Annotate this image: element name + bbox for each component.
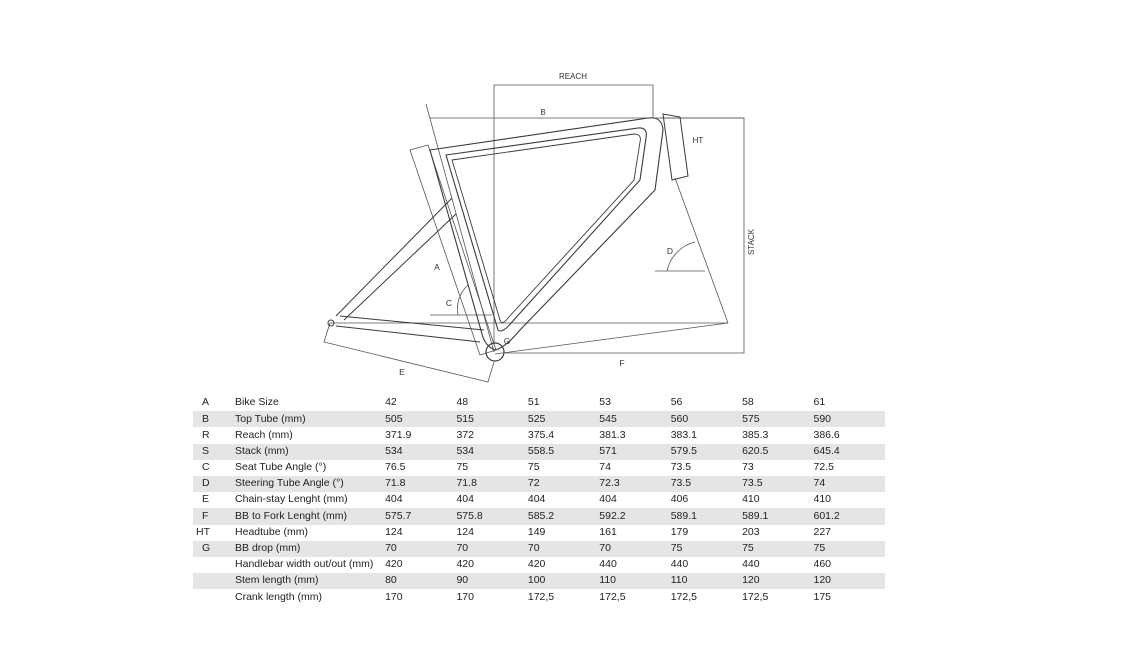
cell-size-3: 74 [599,461,611,474]
top-tube-label: B [540,108,546,117]
cell-size-3: 53 [599,396,611,409]
cell-size-0: 404 [385,493,403,506]
row-code: R [202,428,210,441]
cell-size-0: 534 [385,444,456,460]
bb-to-fork-line [495,323,728,354]
cell-size-2: 172,5 [527,590,555,603]
cell-size-6: 601.2 [814,508,886,524]
cell-size-1: 372 [456,428,474,441]
table-row [193,525,885,541]
bb-to-fork-label: F [619,358,625,368]
cell-size-3: 592.2 [599,508,670,524]
row-code: A [202,396,210,409]
main-frame-inner-2 [452,134,640,323]
cell-size-5: 410 [742,493,760,506]
cell-size-5: 172,5 [742,590,769,603]
row-label: Seat Tube Angle (°) [235,461,327,474]
cell-size-2: 404 [527,493,546,506]
cell-size-6: 75 [814,541,886,557]
cell-size-6: 120 [814,573,886,589]
chain-stay-label: E [399,367,405,377]
chain-stays [336,316,484,342]
cell-size-4: 73.5 [671,476,742,492]
cell-size-6: 74 [814,476,886,492]
cell-size-4: 383.1 [670,428,697,441]
cell-size-5: 73 [742,461,754,474]
cell-size-1: 170 [456,590,474,603]
cell-size-5: 440 [742,558,760,571]
cell-size-5: 620.5 [742,444,813,460]
cell-size-4: 406 [670,493,689,506]
geometry-table [193,395,885,605]
cell-size-1: 404 [456,493,474,506]
cell-size-6: 61 [813,396,826,409]
stack-label: STACK [747,228,756,256]
row-label: Stem length (mm) [235,573,385,589]
seat-stays [336,198,456,320]
cell-size-5: 385.3 [742,428,769,441]
stack-dimension [505,118,744,353]
chain-stay-dimension [324,323,494,382]
cell-size-2: 75 [527,461,540,474]
cell-size-4: 179 [670,525,689,538]
cell-size-4: 589.1 [671,508,742,524]
cell-size-0: 420 [385,558,403,571]
cell-size-5: 58 [742,396,754,409]
row-code [193,573,235,589]
row-label: Steering Tube Angle (°) [235,476,385,492]
cell-size-1: 75 [456,461,469,474]
cell-size-1: 71.8 [456,476,527,492]
cell-size-6: 590 [814,411,886,427]
row-label: Chain-stay Lenght (mm) [235,493,348,506]
row-label: BB drop (mm) [235,541,385,557]
row-label: Headtube (mm) [235,525,308,538]
cell-size-4: 172,5 [670,590,697,603]
cell-size-1: 124 [456,525,474,538]
cell-size-2: 585.2 [528,508,599,524]
steering-angle-label: D [666,246,674,256]
bb-drop-label: G [503,336,511,346]
cell-size-3: 172,5 [599,590,626,603]
cell-size-1: 48 [456,396,469,409]
table-row [193,395,885,411]
cell-size-6: 227 [813,525,832,538]
head-tube-label: HT [692,136,704,145]
cell-size-4: 73.5 [670,461,692,474]
cell-size-3: 381.3 [599,428,626,441]
cell-size-2: 375.4 [527,428,555,441]
reach-label: REACH [558,72,588,81]
cell-size-3: 70 [599,541,670,557]
cell-size-2: 51 [527,396,540,409]
cell-size-6: 645.4 [814,444,886,460]
cell-size-3: 440 [599,558,617,571]
cell-size-6: 410 [813,493,832,506]
cell-size-5: 203 [742,525,760,538]
row-code: G [193,541,235,557]
seat-tube-label: A [434,262,440,272]
cell-size-1: 515 [456,411,527,427]
cell-size-2: 525 [528,411,599,427]
cell-size-4: 75 [671,541,742,557]
table-row [193,589,885,605]
cell-size-6: 175 [813,590,832,603]
table-row [193,508,885,524]
table-row [193,492,885,508]
cell-size-0: 71.8 [385,476,456,492]
row-label: BB to Fork Lenght (mm) [235,508,385,524]
table-row [193,557,885,573]
row-code: S [193,444,235,460]
table-row [193,427,885,443]
row-label: Crank length (mm) [235,590,322,603]
row-code: C [202,461,210,474]
head-tube [663,114,688,180]
row-label: Handlebar width out/out (mm) [235,558,374,571]
cell-size-0: 575.7 [385,508,456,524]
row-code: HT [196,525,210,538]
cell-size-4: 579.5 [671,444,742,460]
row-code: D [193,476,235,492]
cell-size-3: 110 [599,573,670,589]
cell-size-1: 534 [456,444,527,460]
table-row [193,476,885,492]
cell-size-3: 72.3 [599,476,670,492]
cell-size-2: 100 [528,573,599,589]
row-code: B [193,411,235,427]
cell-size-5: 575 [742,411,813,427]
seat-tube-outline [410,145,496,355]
table-row [193,541,885,557]
cell-size-0: 371.9 [385,428,412,441]
row-label: Stack (mm) [235,444,385,460]
row-label: Top Tube (mm) [235,411,385,427]
cell-size-5: 75 [742,541,813,557]
seat-angle-label: C [445,298,453,308]
cell-size-2: 558.5 [528,444,599,460]
table-row [193,444,885,460]
row-code: F [193,508,235,524]
cell-size-6: 386.6 [813,428,840,441]
cell-size-0: 80 [385,573,456,589]
cell-size-3: 161 [599,525,617,538]
cell-size-4: 560 [671,411,742,427]
steering-axis [675,178,728,323]
cell-size-5: 589.1 [742,508,813,524]
cell-size-0: 124 [385,525,403,538]
cell-size-5: 73.5 [742,476,813,492]
row-label: Reach (mm) [235,428,293,441]
table-row [193,460,885,476]
row-code [193,589,235,605]
table-row [193,411,885,427]
cell-size-4: 440 [670,558,689,571]
seat-angle-arc [457,285,468,315]
cell-size-1: 575.8 [456,508,527,524]
cell-size-0: 76.5 [385,461,406,474]
cell-size-4: 56 [670,396,683,409]
cell-size-3: 404 [599,493,617,506]
cell-size-6: 460 [813,558,832,571]
cell-size-0: 42 [385,396,397,409]
cell-size-0: 70 [385,541,456,557]
cell-size-2: 420 [527,558,546,571]
row-code [193,557,235,573]
cell-size-1: 90 [456,573,527,589]
cell-size-1: 420 [456,558,474,571]
cell-size-0: 170 [385,590,403,603]
cell-size-2: 149 [527,525,546,538]
cell-size-0: 505 [385,411,456,427]
row-label: Bike Size [235,396,279,409]
row-code: E [202,493,210,506]
cell-size-1: 70 [456,541,527,557]
cell-size-6: 72.5 [813,461,834,474]
cell-size-2: 72 [528,476,599,492]
cell-size-3: 545 [599,411,670,427]
cell-size-4: 110 [671,573,742,589]
cell-size-5: 120 [742,573,813,589]
table-row [193,573,885,589]
reach-dimension [494,85,653,345]
cell-size-3: 571 [599,444,670,460]
cell-size-2: 70 [528,541,599,557]
